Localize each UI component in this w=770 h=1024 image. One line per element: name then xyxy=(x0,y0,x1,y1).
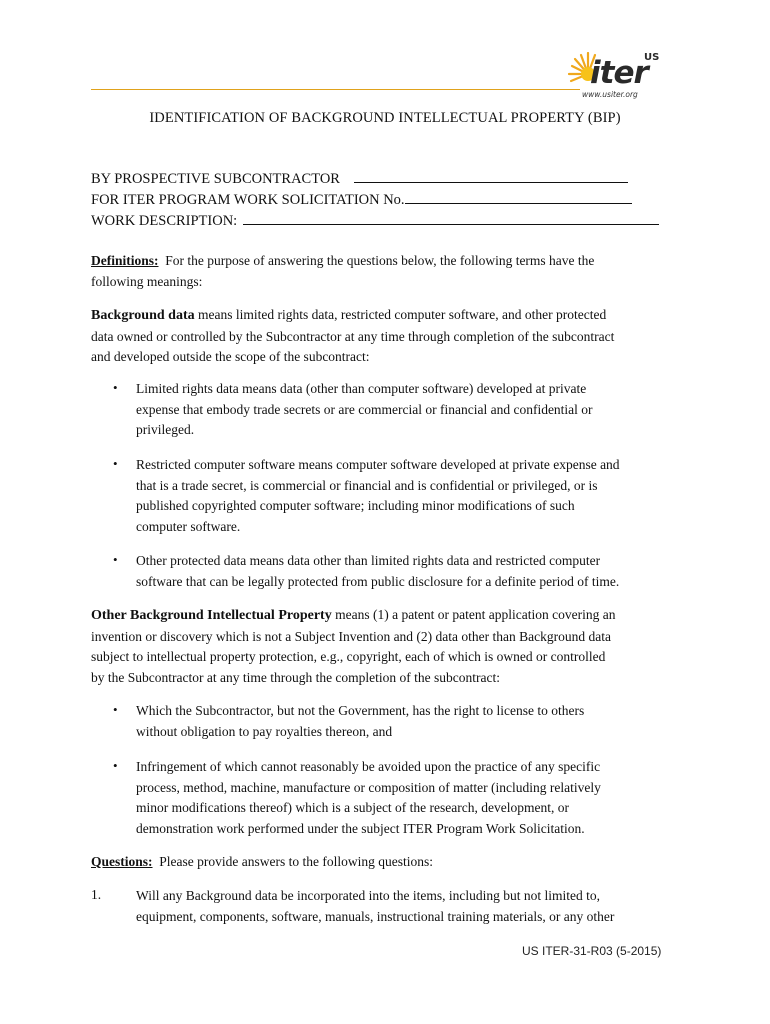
solicitation-blank[interactable] xyxy=(405,189,632,204)
subcontractor-label: BY PROSPECTIVE SUBCONTRACTOR xyxy=(91,171,340,187)
questions-heading: Questions: xyxy=(91,854,153,869)
question-number: 1. xyxy=(91,887,102,902)
bullet-dot: • xyxy=(113,702,118,717)
form-number-footer: US ITER-31-R03 (5-2015) xyxy=(522,944,662,958)
definitions-intro-line1: For the purpose of answering the questions below, the following terms have the xyxy=(165,253,595,268)
bullet-line: expense that embody trade secrets or are commercial or financial and confidential or xyxy=(136,401,593,417)
bullet-line: process, method, machine, manufacture or composition of matter (including relatively xyxy=(136,779,601,795)
header-rule xyxy=(91,89,580,90)
bullet-line: minor modifications thereof) which is a subject of the research, development, or xyxy=(136,800,569,816)
bullet-line: without obligation to pay royalties thereon, and xyxy=(136,723,393,739)
other-bip-line3: subject to intellectual property protection, e.g., copyright, each of which is owned or controlled xyxy=(91,649,606,665)
background-data-paragraph xyxy=(91,305,681,368)
bullet-line: that is a trade secret, is commercial or financial and is confidential or privileged, or is xyxy=(136,477,598,493)
document-title: IDENTIFICATION OF BACKGROUND INTELLECTUAL PROPERTY (BIP) xyxy=(149,110,621,126)
other-bip-line1: means (1) a patent or patent application covering an xyxy=(335,607,616,622)
other-bip-line4: by the Subcontractor at any time through the completion of the subcontract: xyxy=(91,669,501,685)
work-description-blank[interactable] xyxy=(243,210,659,225)
bullet-line: Limited rights data means data (other than computer software) developed at private xyxy=(136,381,587,396)
bullet-restricted-software xyxy=(136,455,684,537)
subcontractor-blank[interactable] xyxy=(354,168,628,183)
logo-brand: iter xyxy=(590,55,648,91)
bullet-license xyxy=(136,701,684,742)
subcontractor-field xyxy=(91,168,628,188)
bullet-dot: • xyxy=(113,456,118,471)
background-data-line3: and developed outside the scope of the subcontract: xyxy=(91,349,370,365)
background-data-term: Background data xyxy=(91,308,195,323)
question-line1: Will any Background data be incorporated into the items, including but not limited to, xyxy=(136,888,600,903)
bullet-line: Restricted computer software means computer software developed at private expense and xyxy=(136,457,620,472)
other-bip-paragraph xyxy=(91,605,681,688)
iter-logo xyxy=(566,52,670,104)
solicitation-label: FOR ITER PROGRAM WORK SOLICITATION No. xyxy=(91,192,405,208)
bullet-line: demonstration work performed under the subject ITER Program Work Solicitation. xyxy=(136,820,585,836)
bullet-dot: • xyxy=(113,758,118,773)
definitions-intro-line2: following meanings: xyxy=(91,273,203,289)
bullet-line: Other protected data means data other than limited rights data and restricted computer xyxy=(136,553,601,568)
question-text xyxy=(136,886,681,927)
definitions-heading: Definitions: xyxy=(91,253,159,268)
bullet-line: published copyrighted computer software; including minor modifications of such xyxy=(136,498,575,514)
definitions-paragraph xyxy=(91,251,681,292)
question-line2: equipment, components, software, manuals, instructional training materials, or any other xyxy=(136,908,615,924)
bullet-line: software that can be legally protected from public disclosure for a definite period of time. xyxy=(136,573,620,589)
logo-url: www.usiter.org xyxy=(582,90,638,99)
other-bip-term: Other Background Intellectual Property xyxy=(91,608,332,623)
bullet-line: privileged. xyxy=(136,422,195,438)
solicitation-field xyxy=(91,189,632,209)
bullet-dot: • xyxy=(113,380,118,395)
background-data-line1: means limited rights data, restricted computer software, and other protected xyxy=(197,307,607,322)
background-data-line2: data owned or controlled by the Subcontractor at any time through completion of the subcontract xyxy=(91,328,615,344)
bullet-infringement xyxy=(136,757,684,839)
bullet-other-protected xyxy=(136,551,684,592)
logo-superscript: US xyxy=(644,52,660,63)
questions-intro: Please provide answers to the following questions: xyxy=(159,854,433,869)
work-description-label: WORK DESCRIPTION: xyxy=(91,213,238,229)
questions-paragraph xyxy=(91,852,681,873)
other-bip-line2: invention or discovery which is not a Subject Invention and (2) data other than Background data xyxy=(91,628,611,644)
bullet-line: Infringement of which cannot reasonably be avoided upon the practice of any specific xyxy=(136,759,601,774)
bullet-limited-rights xyxy=(136,379,684,441)
work-description-field xyxy=(91,210,659,230)
bullet-line: Which the Subcontractor, but not the Government, has the right to license to others xyxy=(136,703,585,718)
bullet-line: computer software. xyxy=(136,518,241,534)
bullet-dot: • xyxy=(113,552,118,567)
